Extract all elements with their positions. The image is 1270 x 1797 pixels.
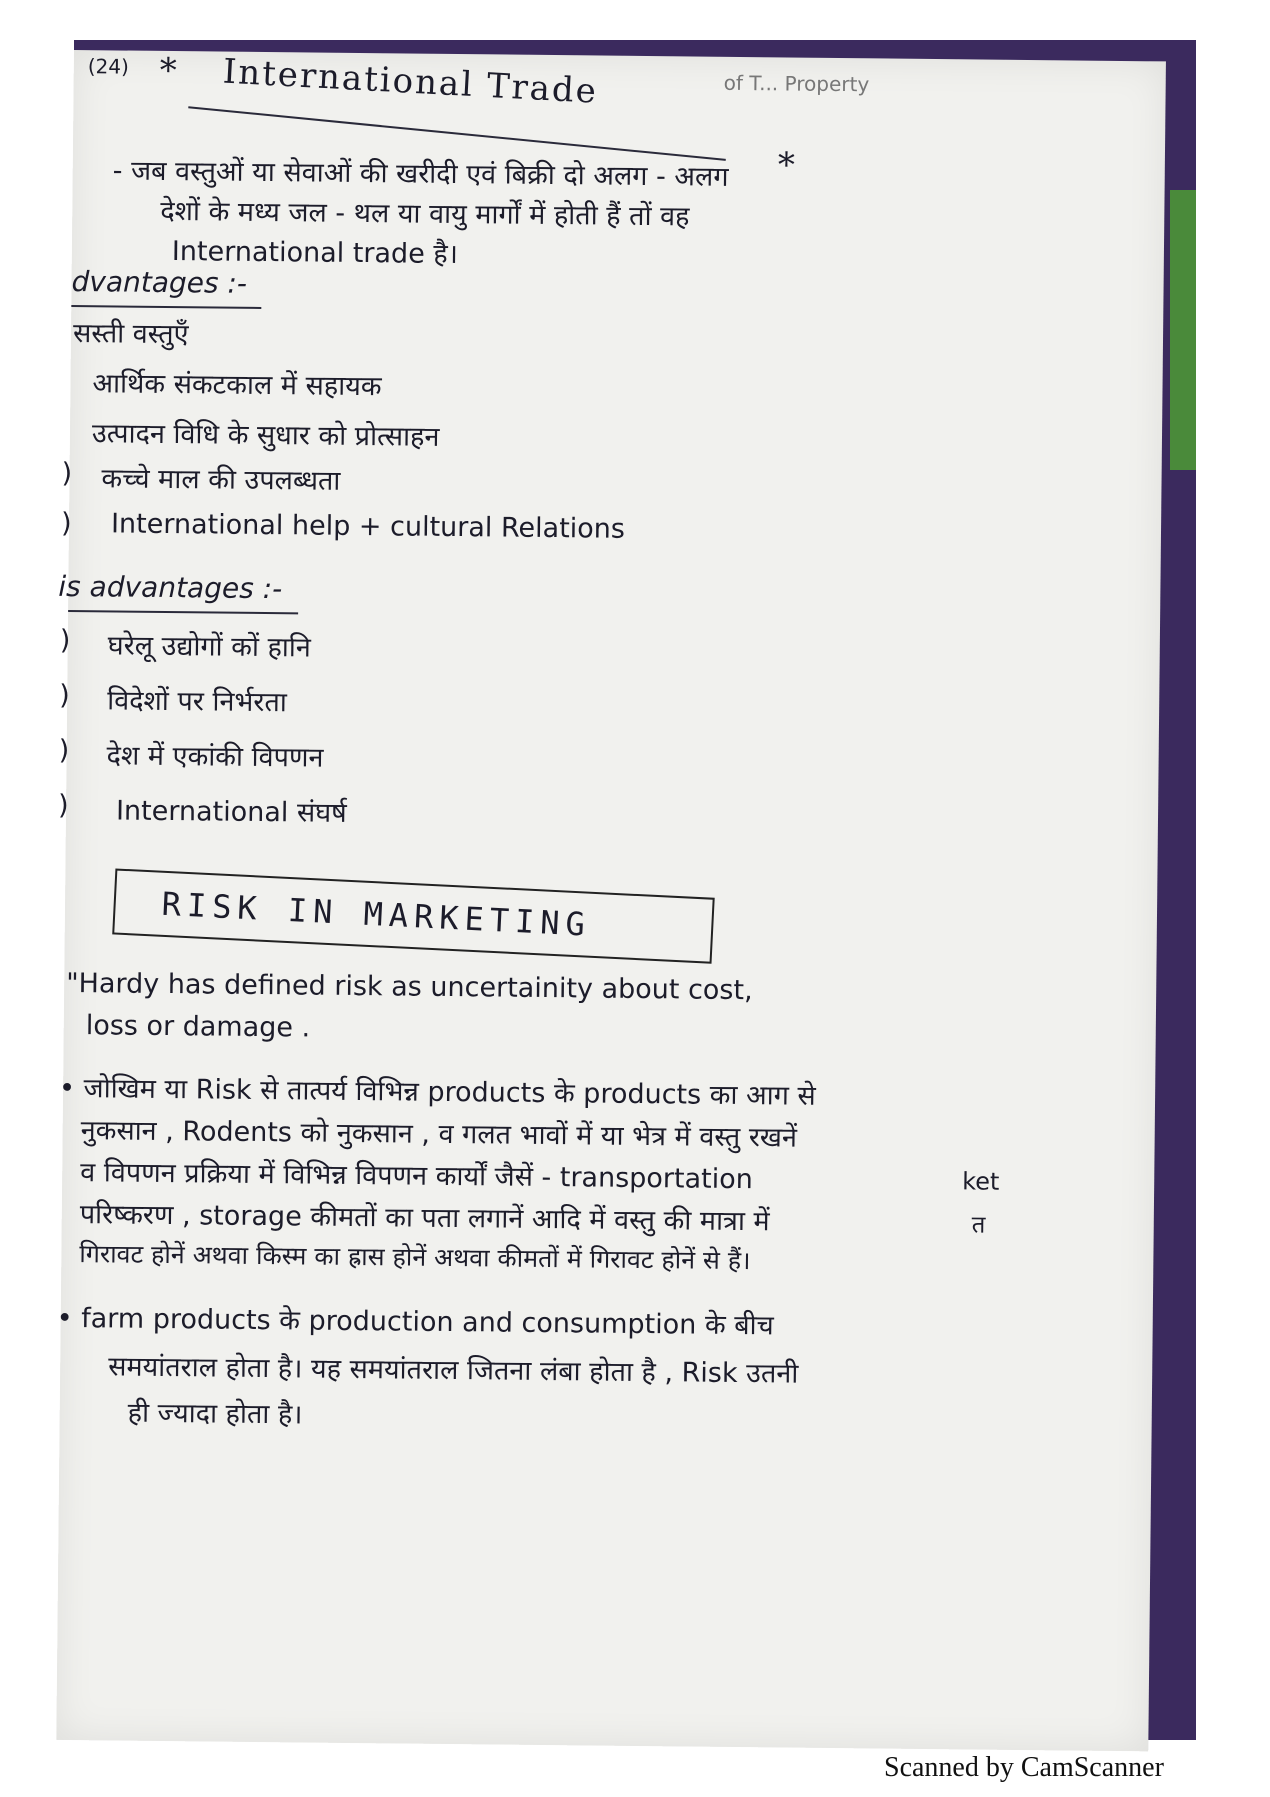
- advantage-marker: ): [60, 507, 72, 539]
- background-green-strip: [1170, 190, 1196, 470]
- risk-definition-line-1: "Hardy has defined risk as uncertainity about cost,: [66, 967, 753, 1007]
- disadvantage-marker: ): [57, 789, 69, 821]
- risk-title-box: [112, 868, 715, 963]
- disadvantage-item-3: देश में एकांकी विपणन: [106, 740, 324, 774]
- scanned-photo: [56, 40, 1196, 1740]
- side-fragment-2: त: [971, 1210, 986, 1239]
- risk-para1-line-3: व विपणन प्रक्रिया में विभिन्न विपणन कार्यों जैसें - transportation: [80, 1157, 754, 1196]
- risk-title: RISK IN MARKETING: [160, 884, 592, 944]
- definition-line-3: International trade है।: [171, 236, 459, 271]
- advantage-item-1: सस्ती वस्तुएँ: [72, 318, 189, 351]
- definition-line-2: देशों के मध्य जल - थल या वायु मार्गों में होती हैं तों वह: [160, 195, 690, 233]
- camscanner-watermark: Scanned by CamScanner: [884, 1752, 1164, 1783]
- risk-definition-line-2: loss or damage .: [85, 1010, 311, 1044]
- definition-line-1: - जब वस्तुओं या सेवाओं की खरीदी एवं बिक्री दो अलग - अलग: [112, 155, 729, 193]
- advantages-underline: [71, 305, 261, 309]
- notebook-page: [56, 50, 1166, 1751]
- risk-para2-line-3: ही ज्यादा होता है।: [127, 1397, 303, 1431]
- advantages-heading: dvantages :-: [71, 264, 248, 300]
- risk-para2-line-2: समयांतराल होता है। यह समयांतराल जितना लंबा होता है , Risk उतनी: [108, 1351, 799, 1390]
- disadvantage-item-4: International संघर्ष: [115, 795, 347, 829]
- advantage-item-4: कच्चे माल की उपलब्धता: [101, 463, 341, 497]
- disadvantages-heading: is advantages :-: [58, 569, 283, 606]
- side-fragment-1: ket: [962, 1167, 1000, 1196]
- advantage-item-5: International help + cultural Relations: [110, 508, 626, 545]
- risk-para2-line-1: • farm products के production and consumption के बीच: [56, 1302, 774, 1342]
- faint-top-text: of T... Property: [723, 70, 870, 97]
- risk-para1-line-2: नुकसान , Rodents को नुकसान , व गलत भावों में या भेत्र में वस्तु रखनें: [80, 1115, 798, 1154]
- risk-para1-line-5: गिरावट होनें अथवा किस्म का ह्रास होनें अथवा कीमतों में गिरावट होनें से हैं।: [79, 1239, 751, 1276]
- disadvantage-item-2: विदेशों पर निर्भरता: [107, 685, 287, 719]
- advantage-item-2: आर्थिक संकटकाल में सहायक: [92, 368, 382, 403]
- star-left: *: [159, 50, 179, 92]
- page-title: International Trade: [221, 51, 599, 112]
- page-number: (24): [87, 54, 130, 79]
- disadvantages-underline: [68, 610, 298, 614]
- advantage-item-3: उत्पादन विधि के सुधार को प्रोत्साहन: [91, 418, 440, 453]
- advantage-marker: ): [61, 457, 73, 490]
- disadvantage-marker: ): [59, 679, 70, 711]
- risk-para1-line-4: परिष्करण , storage कीमतों का पता लगानें आदि में वस्तु की मात्रा में: [79, 1199, 770, 1238]
- disadvantage-marker: ): [58, 734, 70, 766]
- disadvantage-marker: ): [59, 624, 71, 656]
- risk-para1-line-1: • जोखिम या Risk से तात्पर्य विभिन्न products के products का आग से: [58, 1072, 816, 1112]
- star-right: *: [777, 145, 798, 186]
- disadvantage-item-1: घरेलू उद्योगों कों हानि: [107, 630, 312, 664]
